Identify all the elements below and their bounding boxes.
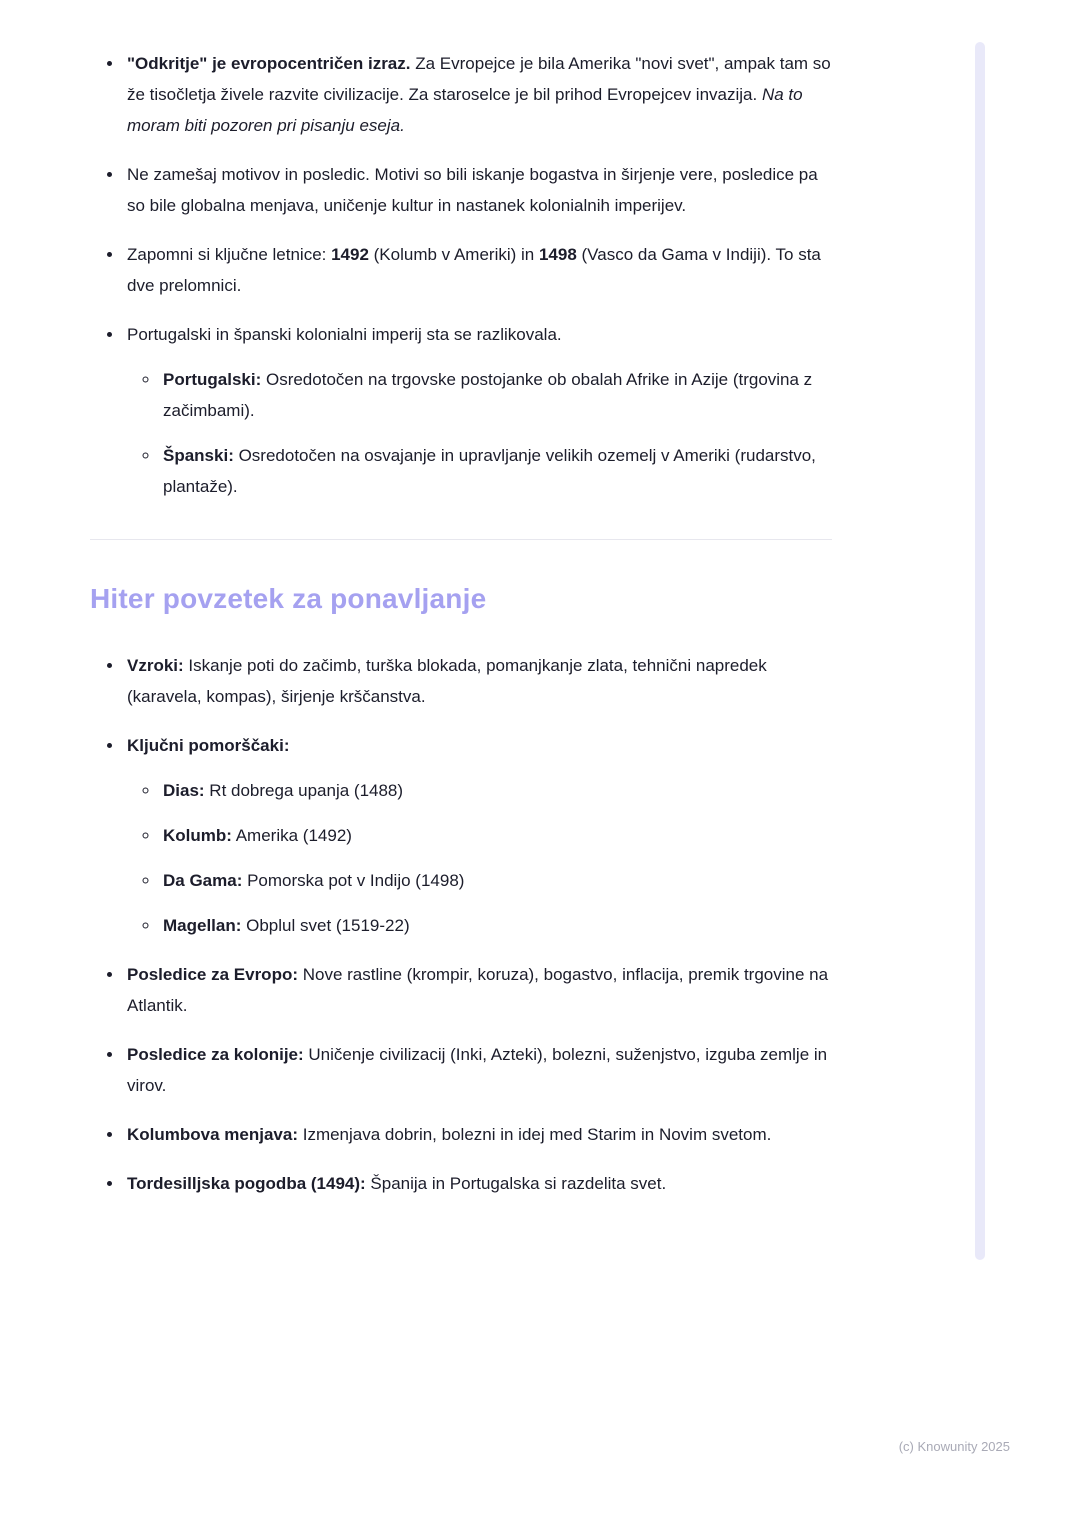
list-item-text	[127, 959, 832, 1021]
list-item	[124, 730, 832, 941]
sub-list-item	[160, 910, 832, 941]
text-segment: Osredotočen na osvajanje in upravljanje velikih ozemelj v Ameriki (rudarstvo, plantaže).	[163, 446, 816, 496]
list-item	[124, 48, 832, 141]
text-segment: Pomorska pot v Indijo (1498)	[242, 871, 465, 890]
text-segment: Portugalski in španski kolonialni imperij sta se razlikovala.	[127, 325, 562, 344]
sub-list	[127, 775, 832, 941]
list-item-text	[163, 820, 832, 851]
text-segment: Amerika (1492)	[231, 826, 352, 845]
notes-top-list	[90, 48, 832, 502]
list-item-text	[163, 364, 832, 426]
text-segment: Izmenjava dobrin, bolezni in idej med Starim in Novim svetom.	[298, 1125, 772, 1144]
list-item	[124, 239, 832, 301]
text-segment: Zapomni si ključne letnice:	[127, 245, 332, 264]
text-segment: Vzroki:	[127, 656, 184, 675]
sub-list-item	[160, 775, 832, 806]
text-segment: Ne zamešaj motivov in posledic. Motivi so bili iskanje bogastva in širjenje vere, posledice pa so bile globalna menjava, uničenje kultur in nastanek kolonialnih imperijev.	[127, 165, 818, 215]
list-item	[124, 319, 832, 502]
text-segment: Magellan:	[163, 916, 242, 935]
text-segment: Španski:	[163, 446, 234, 465]
list-item	[124, 1168, 832, 1199]
text-segment: Rt dobrega upanja (1488)	[204, 781, 404, 800]
list-item-text	[127, 1168, 832, 1199]
sub-list	[127, 364, 832, 502]
text-segment: 1498	[538, 245, 577, 264]
section-heading: Hiter povzetek za ponavljanje	[90, 583, 487, 614]
list-item	[124, 959, 832, 1021]
list-item-text	[127, 319, 832, 350]
text-segment: Osredotočen na trgovske postojanke ob obalah Afrike in Azije (trgovina z začimbami).	[163, 370, 813, 420]
sub-list-item	[160, 440, 832, 502]
text-segment: "Odkritje" je evropocentričen izraz.	[127, 54, 411, 73]
text-segment: Posledice za kolonije:	[127, 1045, 304, 1064]
list-item-text	[127, 650, 832, 712]
footer-credit: (c) Knowunity 2025	[898, 1439, 1010, 1454]
list-item-text	[163, 865, 832, 896]
text-segment: Kolumb:	[163, 826, 232, 845]
list-item-text	[163, 440, 832, 502]
text-segment: Za Evropejce je bila Amerika "novi svet", ampak tam so že tisočletja živele razvite civilizacije. Za staroselce je bil prihod Evropejcev invazija.	[127, 54, 831, 104]
list-item-text	[127, 48, 832, 141]
text-segment: Da Gama:	[163, 871, 243, 890]
list-item-text	[127, 239, 832, 301]
list-item-text	[127, 1119, 832, 1150]
list-item-text	[163, 775, 832, 806]
list-item-text	[127, 159, 832, 221]
list-item	[124, 650, 832, 712]
text-segment: (Vasco da Gama v Indiji). To sta dve prelomnici.	[127, 245, 821, 295]
text-segment: Dias:	[163, 781, 205, 800]
list-item	[124, 1119, 832, 1150]
list-item	[124, 159, 832, 221]
text-segment: 1492	[331, 245, 369, 264]
text-segment: Iskanje poti do začimb, turška blokada, pomanjkanje zlata, tehnični napredek (karavela, kompas), širjenje krščanstva.	[127, 656, 767, 706]
notes-content	[90, 48, 832, 1217]
scrollbar-track[interactable]	[975, 42, 985, 1260]
text-segment: (Kolumb v Ameriki) in	[368, 245, 539, 264]
section-divider	[90, 539, 832, 540]
text-segment: Tordesilljska pogodba (1494):	[127, 1174, 366, 1193]
sub-list-item	[160, 865, 832, 896]
list-item-text	[127, 1039, 832, 1101]
list-item-text	[163, 910, 832, 941]
list-item-text	[127, 730, 832, 761]
text-segment: Obplul svet (1519-22)	[241, 916, 410, 935]
text-segment: Uničenje civilizacij (Inki, Azteki), bolezni, suženjstvo, izguba zemlje in virov.	[127, 1045, 828, 1095]
text-segment: Ključni pomorščaki:	[127, 736, 290, 755]
summary-list	[90, 650, 832, 1199]
text-segment: Na to moram biti pozoren pri pisanju eseja.	[127, 85, 803, 135]
list-item	[124, 1039, 832, 1101]
text-segment: Posledice za Evropo:	[127, 965, 298, 984]
text-segment: Kolumbova menjava:	[127, 1125, 298, 1144]
sub-list-item	[160, 364, 832, 426]
sub-list-item	[160, 820, 832, 851]
text-segment: Španija in Portugalska si razdelita svet.	[365, 1174, 667, 1193]
text-segment: Portugalski:	[163, 370, 262, 389]
text-segment: Nove rastline (krompir, koruza), bogastvo, inflacija, premik trgovine na Atlantik.	[127, 965, 829, 1015]
